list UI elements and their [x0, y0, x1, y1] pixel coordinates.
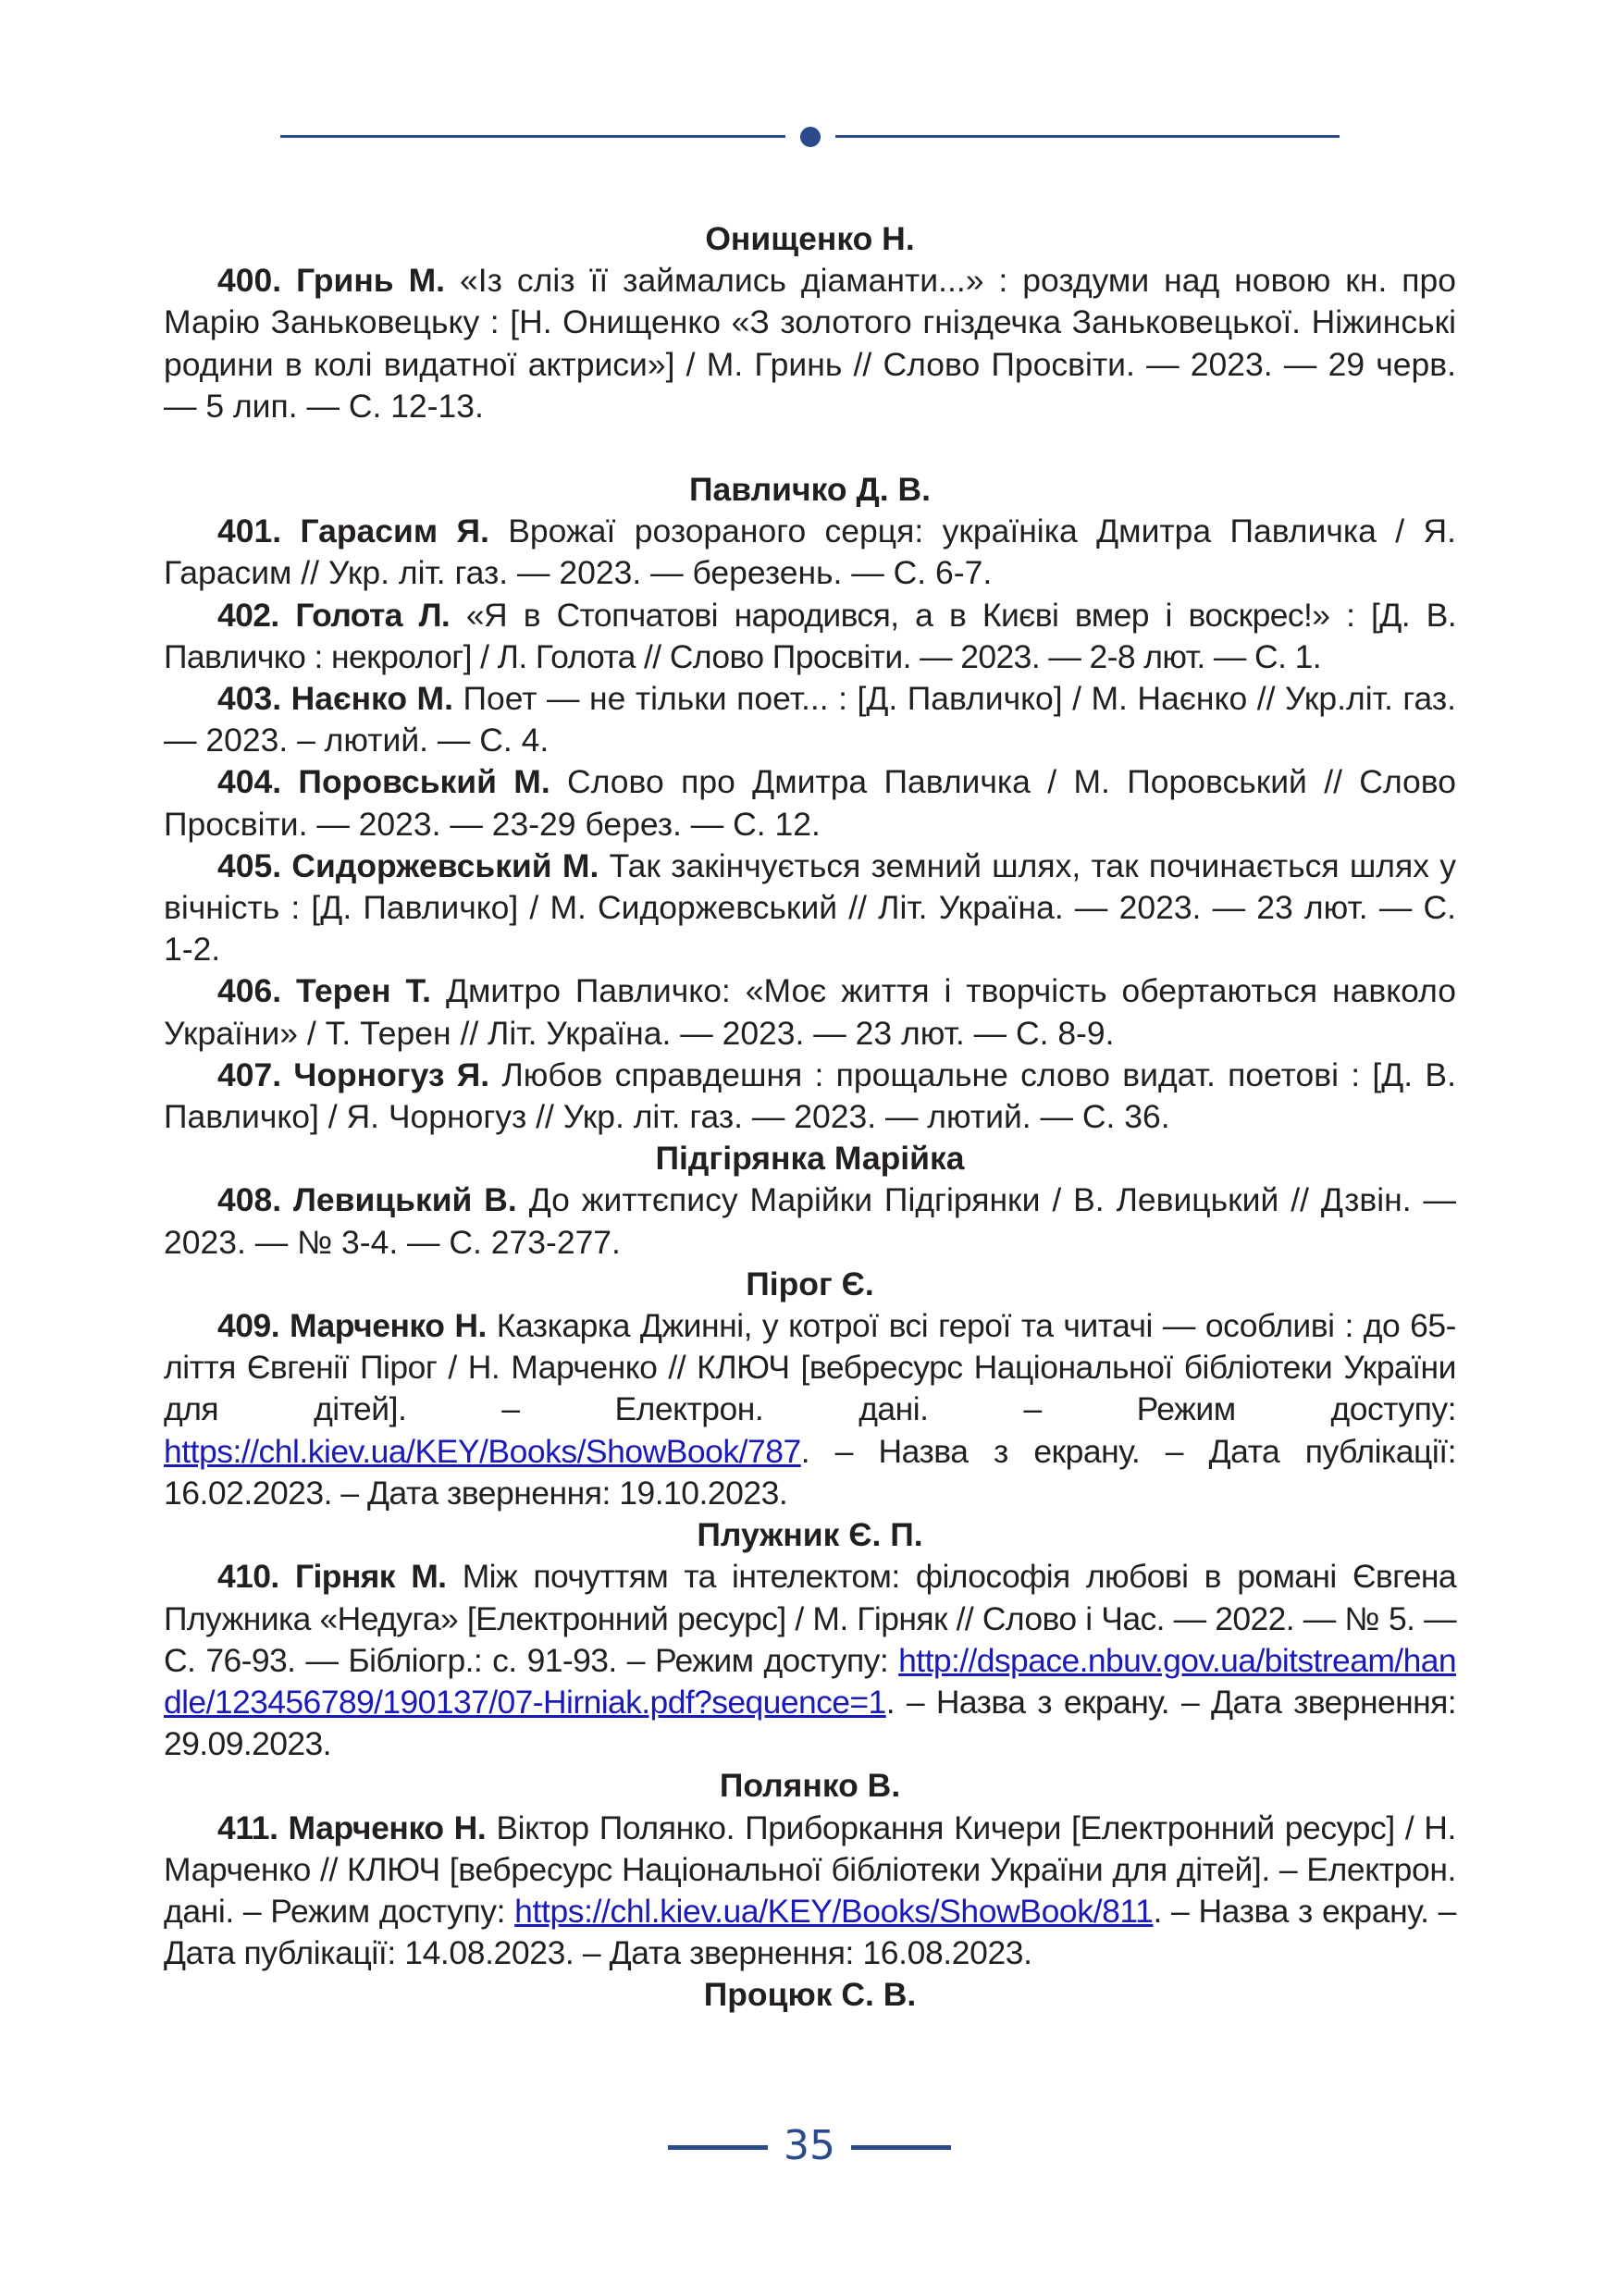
entry-author: 405. Сидоржевський М.: [217, 846, 599, 884]
section-heading: Павличко Д. В.: [689, 471, 931, 509]
entry-text: Між почуттям та інтелектом: філософія любові в романі Євгена Плужника «Недуга» [Електронний ресурс] / М. Гірняк // Слово і Час. — 2022. — № 5. — С. 76-93. — Бібліогр.: с. 91-93. – Режим доступу:: [164, 1558, 1457, 1679]
page-number: 35: [784, 2122, 835, 2169]
entry-author: 409. Марченко Н.: [217, 1307, 487, 1345]
page-footer: [0, 2123, 1618, 2169]
entry-author: 401. Гарасим Я.: [217, 512, 489, 550]
entry-link[interactable]: https://chl.kiev.ua/KEY/Books/ShowBook/811: [514, 1892, 1154, 1930]
entry-text: До життєпису Марійки Підгірянки / В. Левицький // Дзвін. — 2023. — № 3-4. — С. 273-277.: [164, 1181, 1456, 1261]
section-heading: Пірог Є.: [746, 1265, 874, 1302]
bibliography-entry: [164, 1305, 1456, 1514]
footer-line-left: [668, 2145, 768, 2150]
entry-text: Поет — не тільки поет... : [Д. Павличко] / М. Наєнко // Укр.літ. газ. — 2023. – лютий. — С. 4.: [164, 680, 1456, 759]
entry-text: Казкарка Джинні, у котрої всі герої та читачі — особливі : до 65-ліття Євгенії Пірог / Н. Марченко // КЛЮЧ [вебресурс Національної бібліотеки України для дітей]. – Електрон. дані. – Режим доступу:: [164, 1307, 1456, 1428]
bibliography-entry: [164, 970, 1456, 1054]
section-heading: Полянко В.: [719, 1767, 901, 1805]
bibliography-entry: [164, 260, 1456, 427]
entry-text: Слово про Дмитра Павличка / М. Поровський // Слово Просвіти. — 2023. — 23-29 берез. — С. 12.: [164, 763, 1457, 843]
section-heading: Підгірянка Марійка: [655, 1140, 965, 1178]
header-line-right: [835, 135, 1340, 138]
entry-link[interactable]: https://chl.kiev.ua/KEY/Books/ShowBook/787: [164, 1432, 801, 1470]
header-line-left: [280, 135, 785, 138]
entry-text: «Із сліз її займались діаманти...» : роздуми над новою кн. про Марію Заньковецьку : [Н. Онищенко «З золотого гніздечка Заньковецької. Ніжинські родини в колі видатної актриси»] / М. Гринь // Слово Просвіти. — 2023. — 29 черв.— 5 лип. — С. 12-13.: [164, 262, 1456, 425]
footer-line-right: [851, 2145, 951, 2150]
entry-author: 411. Марченко Н.: [217, 1808, 487, 1846]
entry-text: Так закінчується земний шлях, так починається шлях у вічність : [Д. Павличко] / М. Сидоржевський // Літ. Україна. — 2023. — 23 лют. — С. 1-2.: [164, 846, 1457, 969]
entry-author: 406. Терен Т.: [217, 972, 432, 1010]
bibliography-entry: [164, 1808, 1456, 1975]
section-heading: Процюк С. В.: [703, 1976, 917, 2014]
entry-text-after: . – Назва з екрану. – Дата публікації: 14.08.2023. – Дата звернення: 16.08.2023.: [164, 1892, 1456, 1972]
entry-text-after: . – Назва з екрану. – Дата звернення: 29.09.2023.: [164, 1683, 1456, 1763]
entry-author: 407. Чорногуз Я.: [217, 1055, 490, 1093]
header-ornament: [280, 126, 1340, 148]
entry-text: «Я в Стопчатові народився, а в Києві вмер і воскрес!» : [Д. В. Павличко : некролог] / Л. Голота // Слово Просвіти. — 2023. — 2-8 лют. — С. 1.: [164, 596, 1456, 675]
entry-text: Віктор Полянко. Приборкання Кичери [Електронний ресурс] / Н. Марченко // КЛЮЧ [вебресурс Національної бібліотеки України для дітей]. – Електрон. дані. – Режим доступу:: [164, 1808, 1456, 1930]
entry-author: 404. Поровський М.: [217, 763, 550, 801]
entry-text: Дмитро Павличко: «Моє життя і творчість обертаються навколо України» / Т. Терен // Літ. Україна. — 2023. — 23 лют. — С. 8-9.: [164, 972, 1456, 1052]
bibliography-content: [164, 218, 1456, 2017]
entry-text-after: . – Назва з екрану. – Дата публікації: 16.02.2023. – Дата звернення: 19.10.2023.: [164, 1432, 1456, 1512]
entry-author: 403. Наєнко М.: [217, 680, 453, 718]
entry-author: 400. Гринь М.: [217, 262, 446, 300]
bibliography-entry: [164, 1179, 1456, 1263]
bibliography-entry: [164, 1556, 1456, 1765]
bibliography-entry: [164, 511, 1456, 594]
bibliography-entry: [164, 761, 1456, 845]
section-heading: Онищенко Н.: [705, 220, 915, 257]
entry-text: Врожаї розораного серця: україніка Дмитра Павличка / Я. Гарасим // Укр. літ. газ. — 2023. — березень. — С. 6-7.: [164, 512, 1457, 592]
entry-author: 410. Гірняк М.: [217, 1558, 447, 1596]
entry-link[interactable]: http://dspace.nbuv.gov.ua/bitstream/handle/123456789/190137/07-Hirniak.pdf?sequence=1: [164, 1641, 1456, 1721]
bibliography-entry: [164, 595, 1456, 678]
entry-author: 402. Голота Л.: [217, 596, 451, 634]
entry-author: 408. Левицький В.: [217, 1181, 517, 1219]
section-heading: Плужник Є. П.: [697, 1516, 923, 1554]
header-dot: [800, 127, 821, 147]
bibliography-entry: [164, 1055, 1456, 1138]
bibliography-entry: [164, 846, 1456, 971]
bibliography-entry: [164, 678, 1456, 761]
entry-text: Любов справдешня : прощальне слово видат. поетові : [Д. В. Павличко] / Я. Чорногуз // Укр. літ. газ. — 2023. — лютий. — С. 36.: [164, 1055, 1456, 1136]
